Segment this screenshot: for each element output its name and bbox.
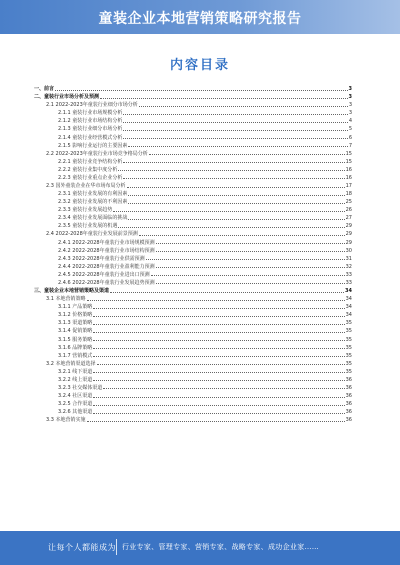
toc-entry-label: 3.1.2 价格策略 [58,312,93,319]
toc-dot-leader [127,187,345,188]
toc-entry[interactable] [34,302,352,310]
toc-entry-label: 3.2.3 社交媒体渠道 [58,384,103,391]
toc-entry[interactable] [34,181,352,189]
toc-entry-label: 3.1.7 营销模式 [58,352,93,359]
toc-dot-leader [123,138,347,139]
toc-entry-label: 2.1 2022-2023年童装行业细分市场分析 [46,102,138,109]
toc-dot-leader [146,259,345,260]
toc-entry-page: 35 [345,320,352,327]
toc-entry-page: 36 [345,401,352,408]
footer-banner [0,531,400,565]
toc-entry-label: 2.2 2022-2023年童装行业市场竞争格局分析 [46,150,148,157]
toc-entry-page: 3 [348,86,352,93]
toc-entry-label: 2.1.4 童装行业经营模式分析 [58,134,123,141]
toc-entry-label: 3.3 本地营销实施 [46,417,86,424]
toc-entry-page: 15 [345,150,352,157]
toc-entry[interactable] [34,116,352,124]
toc-entry-label: 3.2.5 合作渠道 [58,401,93,408]
toc-entry[interactable] [34,294,352,302]
toc-entry[interactable] [34,141,352,149]
toc-entry-label: 3.2.4 社区渠道 [58,393,93,400]
toc-entry[interactable] [34,132,352,140]
toc-entry-label: 一、前言 [34,86,55,93]
toc-dot-leader [128,146,347,147]
toc-entry-page: 34 [345,304,352,311]
toc-entry-label: 2.1.1 童装行业市场规模分析 [58,110,123,117]
toc-entry-label: 3.1.5 服务策略 [58,336,93,343]
toc-entry-page: 35 [345,328,352,335]
toc-entry[interactable] [34,318,352,326]
toc-entry[interactable] [34,92,352,100]
toc-entry[interactable] [34,262,352,270]
table-of-contents [34,84,352,423]
toc-entry[interactable] [34,213,352,221]
toc-entry[interactable] [34,229,352,237]
toc-dot-leader [93,316,344,317]
toc-entry[interactable] [34,326,352,334]
toc-entry-page: 35 [345,352,352,359]
toc-entry-page: 15 [345,158,352,165]
toc-entry[interactable] [34,165,352,173]
toc-entry[interactable] [34,254,352,262]
toc-entry-label: 3.1.6 品牌策略 [58,344,93,351]
toc-entry[interactable] [34,415,352,423]
toc-entry-label: 三、童装企业本地营销策略及渠道 [34,288,110,295]
toc-dot-leader [118,170,344,171]
toc-entry-label: 3.2.2 线上渠道 [58,376,93,383]
toc-entry-label: 3.1.4 促销策略 [58,328,93,335]
toc-entry-label: 3.1.1 产品策略 [58,304,93,311]
toc-dot-leader [93,397,344,398]
toc-entry[interactable] [34,84,352,92]
toc-dot-leader [156,243,345,244]
toc-entry-label: 2.4.2 2022-2028年童装行业市场结构预测 [58,247,155,254]
toc-dot-leader [93,405,344,406]
toc-entry-page: 35 [345,368,352,375]
toc-dot-leader [93,324,344,325]
toc-dot-leader [113,211,344,212]
toc-entry[interactable] [34,367,352,375]
toc-entry-label: 2.4.6 2022-2028年童装行业发展趋势预测 [58,279,155,286]
toc-entry-label: 3.2.6 其他渠道 [58,409,93,416]
toc-entry-page: 34 [345,312,352,319]
toc-entry-page: 6 [348,134,352,141]
toc-entry-label: 2.1.2 童装行业市场结构分析 [58,118,123,125]
toc-entry-label: 3.1.3 渠道策略 [58,320,93,327]
toc-entry-label: 2.2.2 童装行业集中度分析 [58,166,118,173]
toc-entry[interactable] [34,391,352,399]
toc-entry-label: 2.1.5 影响行业运行的主要因素 [58,142,128,149]
toc-entry[interactable] [34,334,352,342]
toc-dot-leader [93,332,344,333]
toc-entry-page: 26 [345,207,352,214]
toc-entry[interactable] [34,383,352,391]
toc-entry[interactable] [34,343,352,351]
toc-entry-page: 36 [345,376,352,383]
toc-entry-page: 35 [345,336,352,343]
toc-dot-leader [123,122,347,123]
toc-entry-page: 27 [345,215,352,222]
toc-entry-label: 2.4.4 2022-2028年童装行业盈利能力预测 [58,263,155,270]
toc-dot-leader [118,227,344,228]
toc-dot-leader [149,154,345,155]
toc-entry-label: 3.1 本地营销策略 [46,296,86,303]
toc-entry[interactable] [34,246,352,254]
toc-dot-leader [110,292,344,293]
toc-entry-page: 18 [345,191,352,198]
toc-entry-page: 35 [345,344,352,351]
toc-entry-label: 2.3.1 童装行业发展的有利因素 [58,191,128,198]
toc-dot-leader [123,114,347,115]
toc-entry[interactable] [34,108,352,116]
toc-entry-page: 32 [345,263,352,270]
toc-entry[interactable] [34,375,352,383]
toc-dot-leader [100,98,348,99]
toc-entry-label: 二、童装行业市场分析及预测 [34,94,100,101]
toc-entry[interactable] [34,157,352,165]
toc-dot-leader [103,388,344,389]
toc-entry-page: 31 [345,255,352,262]
toc-title: 内容目录 [169,58,230,73]
toc-entry-page: 34 [345,296,352,303]
toc-dot-leader [93,348,344,349]
toc-entry[interactable] [34,407,352,415]
toc-entry-label: 3.2.1 线下渠道 [58,368,93,375]
toc-entry-page: 16 [345,166,352,173]
toc-entry-page: 34 [345,288,352,295]
toc-entry-page: 25 [345,199,352,206]
toc-entry[interactable] [34,278,352,286]
toc-entry[interactable] [34,189,352,197]
toc-entry-page: 36 [345,417,352,424]
toc-entry-label: 2.4.3 2022-2028年童装行业供需预测 [58,255,145,262]
toc-entry[interactable] [34,351,352,359]
toc-dot-leader [87,300,345,301]
toc-entry-page: 33 [345,271,352,278]
report-title: 童装企业本地营销策略研究报告 [98,11,302,27]
toc-entry-label: 2.3 国外童装企业在华市场布局分析 [46,183,126,190]
toc-entry[interactable] [34,173,352,181]
toc-entry-page: 36 [345,409,352,416]
toc-dot-leader [128,203,344,204]
toc-entry[interactable] [34,399,352,407]
toc-entry-page: 29 [345,223,352,230]
toc-entry[interactable] [34,149,352,157]
toc-entry[interactable] [34,237,352,245]
report-header [0,0,400,34]
toc-entry[interactable] [34,100,352,108]
toc-dot-leader [93,380,344,381]
toc-entry[interactable] [34,270,352,278]
toc-entry[interactable] [34,197,352,205]
toc-entry-label: 2.4.5 2022-2028年童装行业进出口预测 [58,271,150,278]
toc-entry-page: 3 [348,94,352,101]
toc-dot-leader [128,195,344,196]
toc-entry[interactable] [34,310,352,318]
toc-entry-page: 36 [345,393,352,400]
toc-entry-label: 2.3.4 童装行业发展面临的挑战 [58,215,128,222]
toc-entry-page: 29 [345,231,352,238]
toc-dot-leader [123,178,344,179]
toc-dot-leader [156,283,345,284]
toc-entry-page: 30 [345,247,352,254]
toc-dot-leader [93,308,344,309]
toc-dot-leader [87,421,345,422]
toc-entry-label: 2.1.3 童装行业细分市场分析 [58,126,123,133]
toc-entry-label: 2.3.2 童装行业发展的不利因素 [58,199,128,206]
toc-dot-leader [139,235,345,236]
toc-entry-page: 7 [348,142,352,149]
toc-dot-leader [93,413,344,414]
toc-entry[interactable] [34,205,352,213]
toc-dot-leader [139,106,348,107]
toc-entry-page: 17 [345,183,352,190]
footer-slogan-left: 让每个人都能成为 [48,543,116,552]
toc-entry-page: 3 [348,102,352,109]
toc-dot-leader [93,372,344,373]
toc-entry-page: 4 [348,118,352,125]
footer-slogan-right: 行业专家、管理专家、营销专家、战略专家、成功企业家…… [122,543,320,551]
toc-entry-label: 2.3.3 童装行业发展趋势 [58,207,113,214]
toc-dot-leader [123,162,344,163]
toc-dot-leader [97,364,345,365]
toc-entry-page: 5 [348,126,352,133]
toc-entry[interactable] [34,359,352,367]
toc-dot-leader [93,356,344,357]
toc-entry[interactable] [34,286,352,294]
toc-dot-leader [128,219,344,220]
toc-entry-page: 36 [345,384,352,391]
toc-entry-page: 3 [348,110,352,117]
toc-entry-label: 3.2 本地营销渠道选择 [46,360,96,367]
toc-entry-label: 2.4.1 2022-2028年童装行业市场规模预测 [58,239,155,246]
footer-divider [116,539,117,555]
toc-entry-label: 2.4 2022-2028年童装行业发展前景预测 [46,231,138,238]
toc-entry-page: 29 [345,239,352,246]
toc-entry-label: 2.3.5 童装行业发展的机遇 [58,223,118,230]
toc-entry[interactable] [34,124,352,132]
toc-entry[interactable] [34,221,352,229]
toc-dot-leader [156,267,345,268]
toc-dot-leader [156,251,345,252]
toc-entry-page: 33 [345,279,352,286]
toc-dot-leader [123,130,347,131]
toc-entry-page: 35 [345,360,352,367]
toc-dot-leader [151,275,345,276]
toc-dot-leader [93,340,344,341]
toc-entry-label: 2.2.3 童装行业重点企业分析 [58,174,123,181]
toc-entry-page: 16 [345,174,352,181]
toc-dot-leader [55,90,348,91]
toc-entry-label: 2.2.1 童装行业竞争结构分析 [58,158,123,165]
